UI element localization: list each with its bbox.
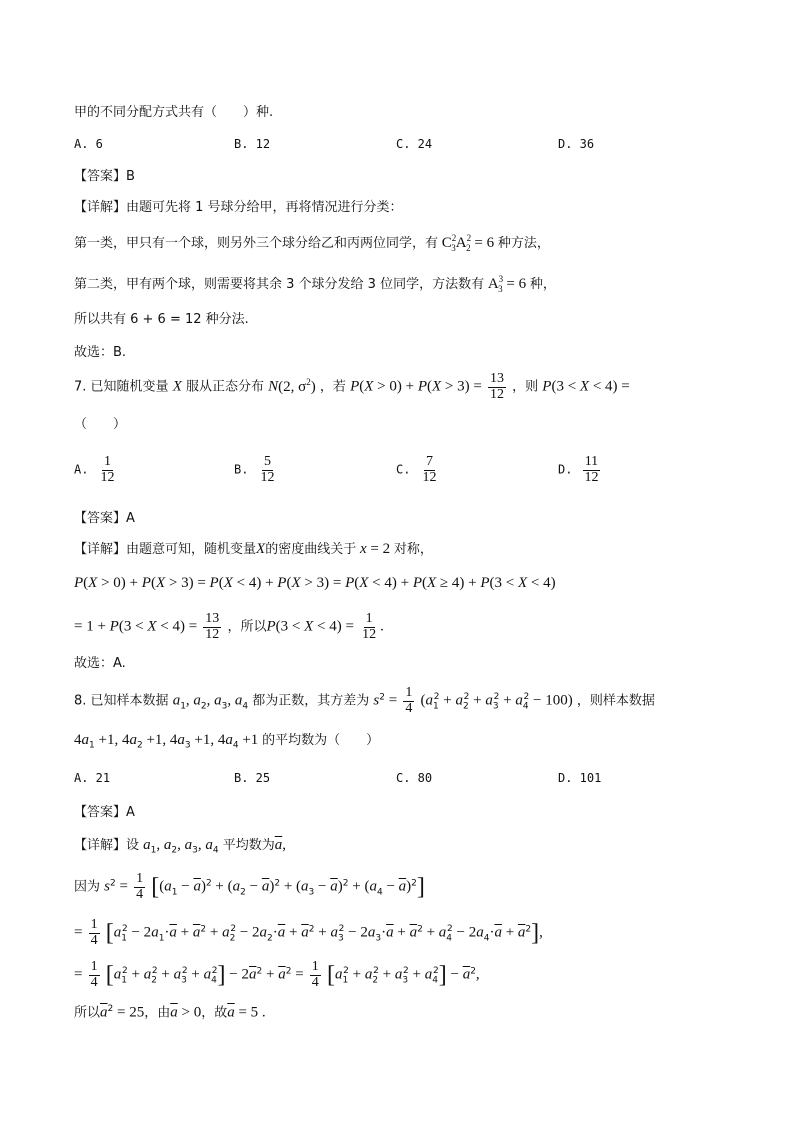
q7-option-b: B. $\frac{5}{12}$ [234, 454, 275, 485]
q8-option-a: A. 21 [74, 771, 111, 785]
q6-choose: 故选：B. [74, 345, 127, 360]
q7-detail: 【详解】由题意可知，随机变量X的密度曲线关于 x = 2 对称， [74, 541, 433, 557]
q7-option-c: C. $\frac{7}{12}$ [396, 454, 437, 485]
q6-option-b: B. 12 [234, 137, 271, 151]
q6-total: 所以共有 6 + 6 = 12 种分法. [74, 312, 249, 327]
q7-option-a: A. $\frac{1}{12}$ [74, 454, 115, 485]
q8-option-c: C. 80 [396, 771, 433, 785]
q6-option-c: C. 24 [396, 137, 433, 151]
q6-option-d: D. 36 [558, 137, 595, 151]
q7-equation-2: = 1 + P(3 < X < 4) = $\frac{13}{12}$ ，所以P(3 < X < 4) = $\frac{1}{12}$ . [74, 611, 384, 642]
q7-choose: 故选：A. [74, 656, 126, 671]
q7-option-d: D. $\frac{11}{12}$ [558, 454, 599, 485]
q7-stem: 7. 已知随机变量 X 服从正态分布 N(2, $\sigma^2$) ，若 P(X > 0) + P(X > 3) = $\frac{13}{12}$ ，则 P(3 < X < 4) = [74, 371, 630, 402]
q8-option-b: B. 25 [234, 771, 271, 785]
q6-answer: 【答案】B [74, 169, 135, 184]
q8-stem-line-2: $4a_1 +1$, $4a_2 +1$, $4a_3 +1$, $4a_4 +1$ 的平均数为（ ） [74, 732, 380, 751]
q8-step-3: = $\frac{1}{4}$ $[a_1^2 + a_2^2 + a_3^2 + a_4^2] - 2\overline{a}^2 + \overline{a}^2$ = $\frac{1}{4}$ $[a_1^2 + a_2^2 + a_3^2 + a_4^2] - \overline{a}^2$, [74, 959, 480, 990]
q8-option-d: D. 101 [558, 771, 602, 785]
q7-equation-1: P(X > 0) + P(X > 3) = P(X < 4) + P(X > 3) = P(X < 4) + P(X ≥ 4) + P(3 < X < 4) [74, 575, 556, 591]
q8-step-1: 因为 $s^2$ = $\frac{1}{4}$ $[(a_1 - \overline{a})^2 + (a_2 - \overline{a})^2 + (a_3 - \overline{a})^2 + (a_4 - \overline{a})^2]$ [74, 871, 425, 902]
q6-option-a: A. 6 [74, 137, 103, 151]
q7-answer: 【答案】A [74, 511, 135, 526]
q6-case-two: 第二类，甲有两个球，则需要将其余 3 个球分发给 3 位同学，方法数有 $A^3_3 = 6$ 种， [74, 274, 556, 294]
q8-step-2: = $\frac{1}{4}$ $[a_1^2 - 2a_1\cdot\overline{a} + \overline{a}^2 + a_2^2 - 2a_2\cdot\overline{a} + \overline{a}^2 + a_3^2 - 2a_3\cdot\overline{a} + \overline{a}^2 + a_4^2 - 2a_4\cdot\overline{a} + \overline{a}^2]$, [74, 917, 543, 948]
q8-conclusion: 所以$\overline{a}^2 = 25$，由$\overline{a} > 0$，故$\overline{a} = 5$ . [74, 1004, 266, 1021]
q7-paren: （ ） [74, 417, 127, 432]
q8-stem-line-1: 8. 已知样本数据 $a_1$, $a_2$, $a_3$, $a_4$ 都为正数，其方差为 $s^2$ = $\frac{1}{4}$ $(a_1^2 + a_2^2 + a_3^2 + a_4^2 - 100)$ ，则样本数据 [74, 685, 655, 716]
q8-answer: 【答案】A [74, 805, 135, 820]
q8-detail: 【详解】设 $a_1$, $a_2$, $a_3$, $a_4$ 平均数为$\overline{a}$, [74, 837, 286, 856]
q6-stem-tail: 甲的不同分配方式共有（ ）种. [74, 105, 274, 120]
q6-detail-intro: 【详解】由题可先将 1 号球分给甲，再将情况进行分类： [74, 200, 403, 215]
q6-case-one: 第一类，甲只有一个球，则另外三个球分给乙和丙两位同学，有 $C^2_3A^2_2 = 6$ 种方法， [74, 233, 550, 253]
